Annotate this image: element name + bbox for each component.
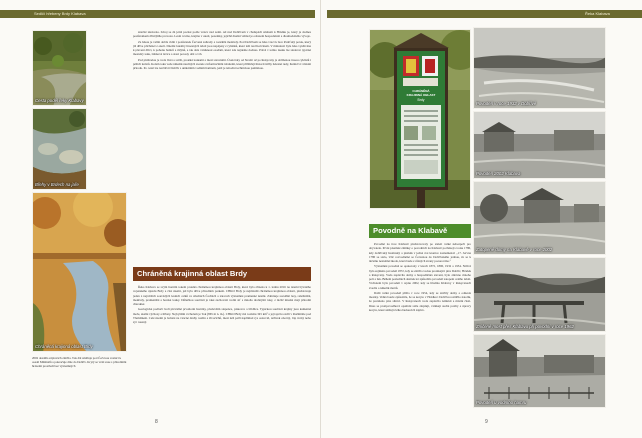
paragraph: značně zkrácena. Zdroj se dá ještě poznat podle vrstev nad zemí. Až nad Dobřívem v chalupách směrem k Hrádku je, který je dodnes pozůstatkem dřívějšího provozu. Lesní rovina, krajina v okolí, pozemky, jejichž dnešní vzhled je odrazem hospodaření a dlouhodobého vývoje. <box>133 30 311 39</box>
photo-flood-2002 <box>473 111 606 179</box>
paragraph: Další velká povodeň přišla v roce 1954, kdy se zničily domy a odnesla mostky. Velká bouře způsobila, že se koryto v Hrádku i Dobřívu rozšířilo natolik, že protékalo přes silnici. V Rokycanech voda zaplavila náměstí a místní části. Dnes se protipovodňová opatření stále zlepšují, vznikají suché poldry a úpravy koryta, které snižují rizika budoucích záplav. <box>369 290 471 312</box>
left-section-column <box>133 285 311 397</box>
paragraph: Za řekou je velmi dobře vidět i pozůstatek Červené zahrady a rozsáhlé mokřady. Pod Dobřívem se řeka vrací k řece Padrťský potok, který již dříve přicházel z okolí. Dnešní lokality hrazených údolí jsou napájeny z rybníků, které leží nad Kolvínem. V minulosti byla řeka využívána k plavení dříví, k pohonu hamrů a mlýnů, a tak dala vzniknout osadám, které zde najdeme dodnes. Právě v tomto úseku lze sledovat typické meandry toku, štěrkové lavice a staré porosty olší a vrb. <box>133 39 311 57</box>
photo-caption: Chráněná krajinná oblast Brdy <box>35 344 93 349</box>
page-number: 8 <box>155 419 158 425</box>
section-heading-chko: Chráněná krajinná oblast Brdy <box>133 267 311 281</box>
photo-flood-1932 <box>473 27 606 109</box>
photo-caption: Zničené most přes Klabavu při povodni v roce 1962 <box>476 324 574 329</box>
photo-caption: Povodeň u vodního hamru <box>476 400 527 405</box>
photo-flood-hammer <box>473 334 606 408</box>
photo-river-path <box>32 30 87 106</box>
paragraph: Významné povodně se opakovaly v letech 1872, 1890, 1932 a 1954. Ničivá byla zejména povodeň 1872, kdy se zničila vodou protékající přes Dobřív, Hrádek a Rokycany. Voda zaplavila domy a hospodářská stavení, bylo zničeno mnoho polí a luk. Během posledních desítek let způsobila povodeň zatopení celého údolí. Vrcholem byla povodeň v srpnu 2002, kdy se hladina Klabavy v Rokycanech zvedla o několik metrů. <box>369 264 471 290</box>
page-number: 9 <box>485 419 488 425</box>
chko-sign-image <box>370 30 471 209</box>
running-head-band <box>327 10 642 18</box>
flood-photo-4 <box>474 258 606 332</box>
running-head-band <box>0 10 315 18</box>
paragraph: Řeka Klabava se svým horním tokem protéká chráněnou krajinnou oblastí Brdy, která byla zřízena k 1. lednu 2016 na území bývalého vojenského újezdu Brdy a část území, jež byla dříve přírodním parkem. CHKO Brdy je nejmladší chráněnou krajinnou oblastí, představuje jeden z největších souvislých lesních celků ve středních Čechách a zároveň významné pramenné území. Zahrnuje rozsáhlé lesy, rašeliniště, mokřady, prameniště a horské louky. Důležitou součástí je také zachovalá vodní síť s mnoha drobnými toky, z nichž mnohé mají přírodní charakter. <box>133 285 311 306</box>
flood-photo-1 <box>474 28 606 109</box>
running-head: Řeka Klabava <box>585 11 610 16</box>
photo-caption: Povodeň 2002 Klabava <box>476 171 521 176</box>
photo-river-banks <box>32 108 87 190</box>
sign-line3: Brdy <box>417 98 425 102</box>
photo-caption: Cesta podél řeky Klabavy <box>35 98 84 103</box>
left-text-column <box>133 30 311 258</box>
right-page <box>321 0 642 438</box>
flood-photo-3 <box>474 182 606 255</box>
sign-line1: CHRÁNĚNÁ <box>412 89 430 93</box>
autumn-river-image <box>33 193 127 352</box>
paragraph: Geologické podloží tvoří převážně prvohorní horniny, především slepence, pískovce a břidlice. Typickou součástí krajiny jsou kamenná moře, skalní výchozy a hřbety. Nejvyšším vrcholem je Tok (865 m n. m.). CHKO Brdy má rozlohu 345 km² a její správa sídlí v Rožmitále pod Třemšínem. Celé území je bohaté na vzácné druhy rostlin a živočichů, mezi něž patří například rys ostrovid, tetřívek obecný, čáp černý nebo sýc rousný. <box>133 307 311 324</box>
flood-photo-5 <box>474 335 606 408</box>
section-heading-floods: Povodně na Klabavě <box>369 224 471 238</box>
right-text-column <box>369 242 471 407</box>
running-head: Sedlčí hřebeny Brdy Klabava <box>34 11 86 16</box>
photo-flooded-houses <box>473 181 606 255</box>
paragraph: Pod přehradou je voda čistá a svěží, protéká loukami a mezi staveními. Úsek řeky od Strašic až po Rokycany je oblíbenou trasou cyklistů i pěších turistů. Kolem toku vede několik naučných stezek s informačními tabulemi, které přibližují historii těžby železné rudy, hutnictví i místní přírodu. Po cestě lze navštívit Dobřív s unikátním vodním hamrem, jenž je národní technickou památkou. <box>133 57 311 70</box>
photo-caption: Břehy v Brdech na jaře <box>35 182 79 187</box>
river-banks-image <box>33 109 87 190</box>
photo-destroyed-bridge <box>473 257 606 332</box>
flood-photo-2 <box>474 112 606 179</box>
bottom-caption: 2002 dosáhla záplavách zničila. Tok dál směřuje pod Čečovou vesnicí k osadě Mišmaňů a pokračuje dále do Dobřív. Krytý se vrátí zase s přírodními hrázemi prostředí bez významných <box>32 356 127 369</box>
photo-protected-area <box>32 192 127 352</box>
photo-caption: Povodeň v roce 1932 v Dobřívě <box>476 101 537 106</box>
paragraph: Povodně na řece Klabavě představovaly po staletí velké nebezpečí pro obyvatele. První písemné zmínky o povodních na Klabavě pocházejí z roku 1780, kdy dobřívský hostinský a písmák v jedné své kronice zaznamenal: „17. června 1780 se stalo, Ulic rozvodněné se Červenou do Dobřívského jednou, že se k ničemu neznámá škoda, která bude z různých strany pozorována.“ <box>369 242 471 263</box>
river-path-image <box>33 31 87 106</box>
photo-chko-sign <box>369 29 471 209</box>
photo-caption: Zatopené domy na Klabavě v roce 2002 <box>476 247 553 252</box>
sign-line2: KRAJINNÁ OBLAST <box>406 93 436 97</box>
